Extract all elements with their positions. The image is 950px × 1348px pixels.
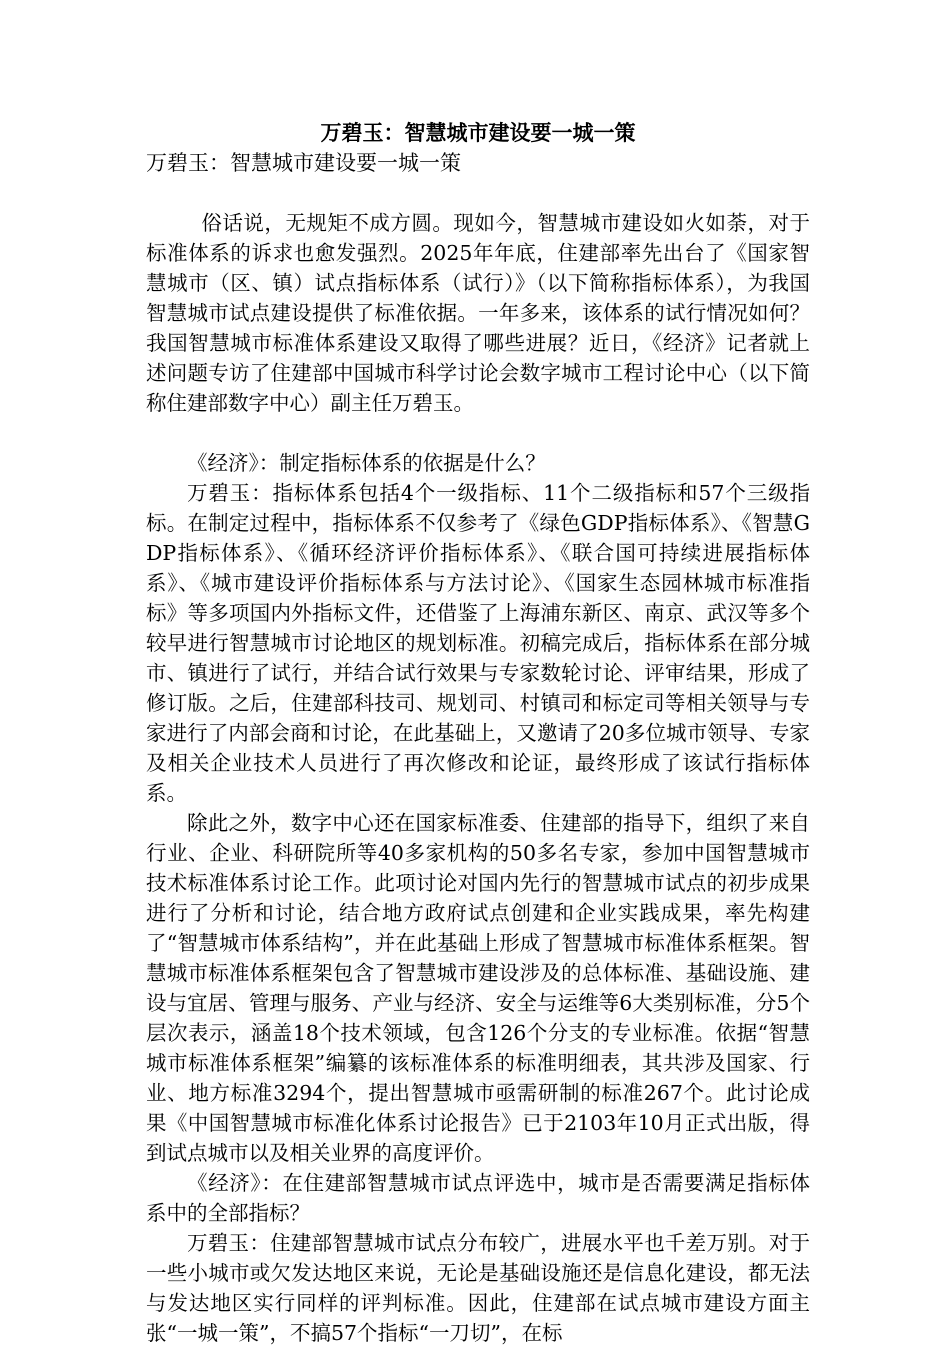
answer-paragraph: 万碧玉：住建部智慧城市试点分布较广，进展水平也千差万别。对于一些小城市或欠发达地区来说，无论是基础设施还是信息化建设，都无法与发达地区实行同样的评判标准。因此，住建部在试点城市建设方面主张“一城一策”，不搞57个指标“一刀切”，在标 xyxy=(146,1231,810,1345)
body-paragraph: 除此之外，数字中心还在国家标准委、住建部的指导下，组织了来自行业、企业、科研院所等40多家机构的50多名专家，参加中国智慧城市技术标准体系讨论工作。此项讨论对国内先行的智慧城市试点的初步成果进行了分析和讨论，结合地方政府试点创建和企业实践成果，率先构建了“智慧城市体系结构”，并在此基础上形成了智慧城市标准体系框架。智慧城市标准体系框架包含了智慧城市建设涉及的总体标准、基础设施、建设与宜居、管理与服务、产业与经济、安全与运维等6大类别标准，分5个层次表示，涵盖18个技术领域，包含126个分支的专业标准。依据“智慧城市标准体系框架”编纂的该标准体系的标准明细表，其共涉及国家、行业、地方标准3294个，提出智慧城市亟需研制的标准267个。此讨论成果《中国智慧城市标准化体系讨论报告》已于2103年10月正式出版，得到试点城市以及相关业界的高度评价。 xyxy=(146,811,810,1165)
document-subtitle: 万碧玉：智慧城市建设要一城一策 xyxy=(146,151,461,175)
answer-paragraph: 万碧玉：指标体系包括4个一级指标、11个二级指标和57个三级指标。在制定过程中，指标体系不仅参考了《绿色GDP指标体系》、《智慧GDP指标体系》、《循环经济评价指标体系》、《联合国可持续进展指标体系》、《城市建设评价指标体系与方法讨论》、《国家生态园林城市标准指标》等多项国内外指标文件，还借鉴了上海浦东新区、南京、武汉等多个较早进行智慧城市讨论地区的规划标准。初稿完成后，指标体系在部分城市、镇进行了试行，并结合试行效果与专家数轮讨论、评审结果，形成了修订版。之后，住建部科技司、规划司、村镇司和标定司等相关领导与专家进行了内部会商和讨论，在此基础上，又邀请了20多位城市领导、专家及相关企业技术人员进行了再次修改和论证，最终形成了该试行指标体系。 xyxy=(146,481,810,805)
document-page xyxy=(146,118,810,1348)
paragraph-gap xyxy=(146,418,810,448)
intro-paragraph: 俗话说，无规矩不成方圆。现如今，智慧城市建设如火如荼，对于标准体系的诉求也愈发强烈。2025年年底，住建部率先出台了《国家智慧城市（区、镇）试点指标体系（试行）》（以下简称指标体系），为我国智慧城市试点建设提供了标准依据。一年多来，该体系的试行情况如何？我国智慧城市标准体系建设又取得了哪些进展？近日，《经济》记者就上述问题专访了住建部中国城市科学讨论会数字城市工程讨论中心（以下简称住建部数字中心）副主任万碧玉。 xyxy=(146,211,810,415)
document-title: 万碧玉：智慧城市建设要一城一策 xyxy=(320,120,636,145)
question-paragraph: 《经济》：在住建部智慧城市试点评选中，城市是否需要满足指标体系中的全部指标？ xyxy=(146,1171,810,1225)
question-paragraph: 《经济》：制定指标体系的依据是什么？ xyxy=(187,451,546,475)
